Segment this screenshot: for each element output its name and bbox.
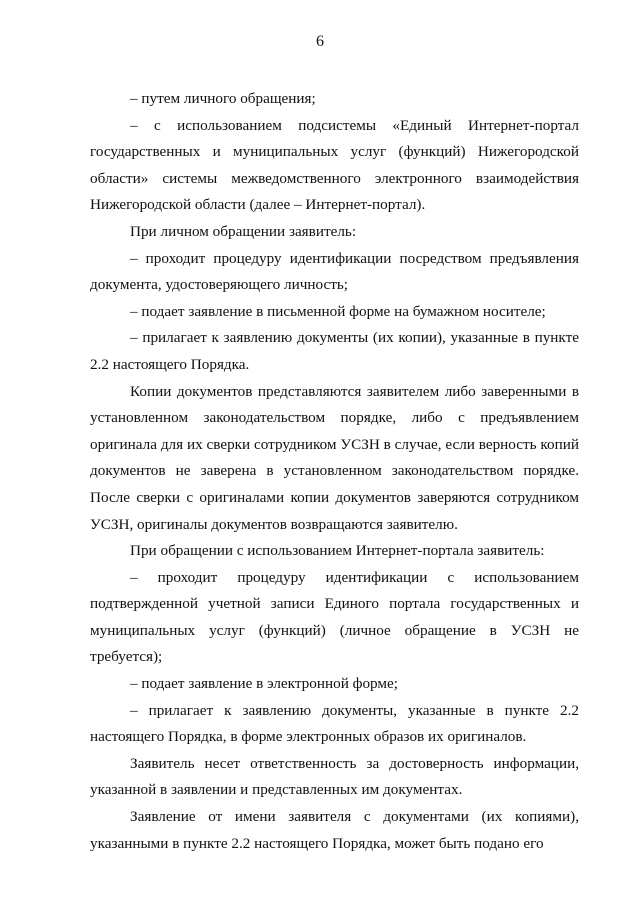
paragraph-personal-visit: – путем личного обращения; [130, 90, 316, 107]
paragraph-copies: Копии документов представляются заявителем либо заверенными в установленном законодательством порядке, либо с предъявлением оригинала для их сверки сотрудником УСЗН в случае, если верность копий документов не заверена в установленном законодательством порядке. После сверки с оригиналами копии документов заверяются сотрудником УСЗН, оригиналы документов возвращаются заявителю. [90, 382, 579, 533]
paragraph-attach-documents: – прилагает к заявлению документы (их копии), указанные в пункте 2.2 настоящего Порядка. [90, 329, 579, 373]
paragraph-identification: – проходит процедуру идентификации посредством предъявления документа, удостоверяющего личность; [90, 249, 579, 294]
paragraph-representative: Заявление от имени заявителя с документами (их копиями), указанными в пункте 2.2 настоящего Порядка, может быть подано его [90, 808, 579, 852]
paragraph-responsibility: Заявитель несет ответственность за достоверность информации, указанной в заявлении и представленных им документах. [90, 754, 579, 799]
page-number: 6 [316, 33, 324, 50]
paragraph-portal-identification: – проходит процедуру идентификации с использованием подтвержденной учетной записи Единого портала государственных и муниципальных услуг (функций) (личное обращение в УСЗН не требуется); [90, 568, 579, 666]
paragraph-personal-intro: При личном обращении заявитель: [130, 222, 357, 240]
paragraph-portal-intro: При обращении с использованием Интернет-портала заявитель: [130, 542, 545, 560]
paragraph-electronic-documents: – прилагает к заявлению документы, указанные в пункте 2.2 настоящего Порядка, в форме электронных образов их оригиналов. [90, 701, 579, 746]
paragraph-internet-portal: – с использованием подсистемы «Единый Интернет-портал государственных и муниципальных услуг (функций) Нижегородской области» системы межведомственного электронного взаимодействия Нижегородской области (далее – Интернет-портал). [90, 116, 579, 214]
paragraph-electronic-application: – подает заявление в электронной форме; [130, 675, 398, 693]
document-body [90, 86, 579, 857]
paragraph-paper-application: – подает заявление в письменной форме на бумажном носителе; [130, 302, 546, 320]
